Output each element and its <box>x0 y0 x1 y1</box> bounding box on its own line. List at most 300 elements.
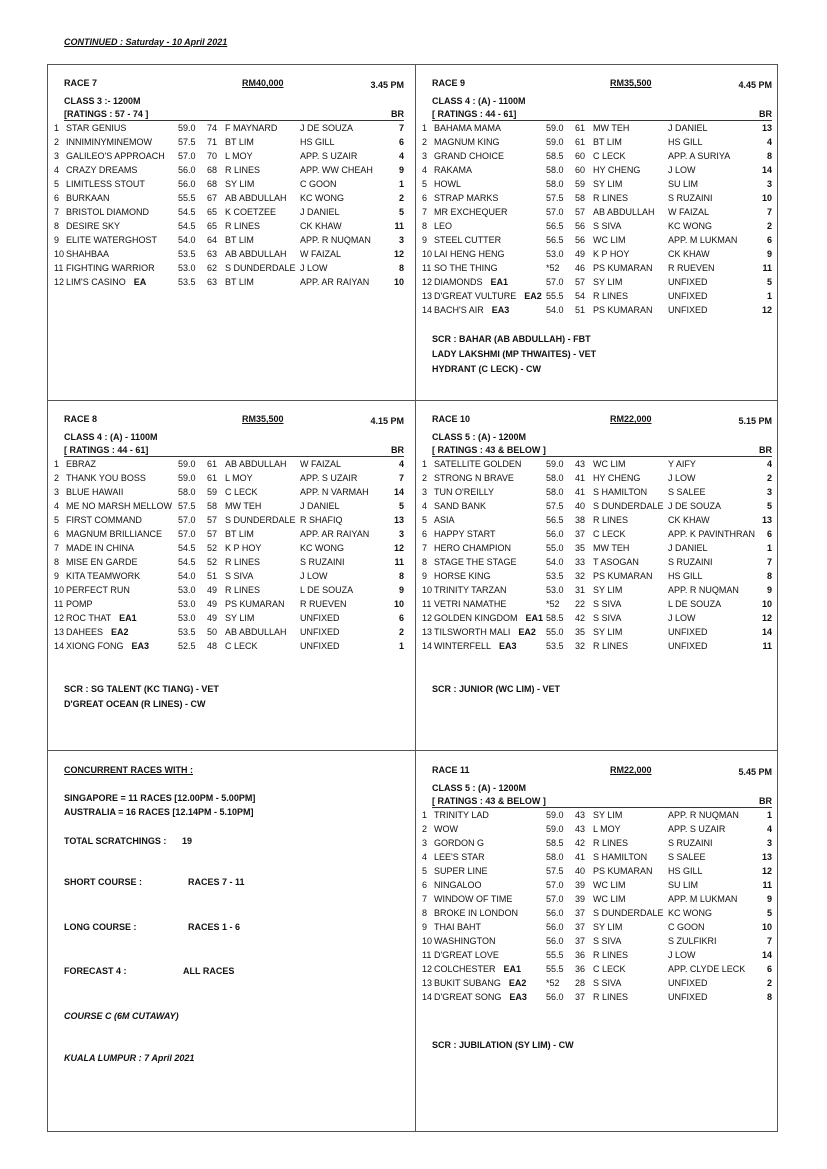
runner-rating: 61 <box>207 473 218 483</box>
runner-rating: 63 <box>207 277 218 287</box>
race-class: CLASS 5 : (A) - 1200M <box>432 783 527 793</box>
scratching-line: HYDRANT (C LECK) - CW <box>432 364 541 374</box>
forecast-label: FORECAST 4 : <box>64 966 127 976</box>
runner-weight: 57.0 <box>546 277 564 287</box>
runner-barrier: 10 <box>761 599 772 609</box>
long-course-value: RACES 1 - 6 <box>188 922 241 932</box>
race-ratings: [ RATINGS : 44 - 61] <box>432 109 517 119</box>
runner-rating: 61 <box>207 459 218 469</box>
race-class: CLASS 5 : (A) - 1200M <box>432 432 527 442</box>
runner-weight: 53.0 <box>178 585 196 595</box>
runner-barrier: 5 <box>766 501 772 511</box>
runner-name <box>66 163 137 177</box>
runner-barrier: 4 <box>766 824 772 834</box>
runner-name <box>434 808 489 822</box>
runner-rating: 59 <box>575 179 586 189</box>
runner-weight: *52 <box>546 978 560 988</box>
runner-jockey: HS GILL <box>668 137 703 147</box>
runner-trainer: F MAYNARD <box>225 123 278 133</box>
runner-name-text: FIRST COMMAND <box>66 515 142 525</box>
runner-rating: 28 <box>575 978 586 988</box>
runner-barrier: 4 <box>766 137 772 147</box>
runner-name <box>66 135 152 149</box>
runner-name-text: LEO <box>434 221 453 231</box>
runner-trainer: AB ABDULLAH <box>225 627 287 637</box>
runner-weight: 58.5 <box>546 151 564 161</box>
runner-name <box>66 583 130 597</box>
runner-row <box>418 850 778 864</box>
runner-rating: 57 <box>207 515 218 525</box>
runner-number: 7 <box>422 894 428 904</box>
runner-rating: 59 <box>207 487 218 497</box>
runner-number: 12 <box>54 277 65 287</box>
runner-row <box>418 948 778 962</box>
scratching-line: SCR : SG TALENT (KC TIANG) - VET <box>64 684 219 694</box>
runner-number: 5 <box>422 515 428 525</box>
runner-name <box>434 499 486 513</box>
runner-name-text: ELITE WATERGHOST <box>66 235 158 245</box>
runner-row <box>50 527 410 541</box>
runner-trainer: BT LIM <box>593 137 622 147</box>
barrier-header: BR <box>759 796 772 806</box>
runner-trainer: AB ABDULLAH <box>225 193 287 203</box>
runner-number: 10 <box>54 249 65 259</box>
scratching-line: SCR : BAHAR (AB ABDULLAH) - FBT <box>432 334 591 344</box>
runner-number: 1 <box>422 810 428 820</box>
runner-rating: 33 <box>575 557 586 567</box>
runner-row <box>50 121 410 135</box>
runner-trainer: R LINES <box>225 585 261 595</box>
runner-rating: 32 <box>575 571 586 581</box>
runner-barrier: 9 <box>398 585 404 595</box>
runner-weight: 58.5 <box>546 613 564 623</box>
runner-name <box>434 191 498 205</box>
runner-number: 1 <box>422 123 428 133</box>
runner-row <box>418 149 778 163</box>
runner-name-text: THANK YOU BOSS <box>66 473 146 483</box>
runner-jockey: APP. N VARMAH <box>300 487 369 497</box>
runner-name-text: HOWL <box>434 179 461 189</box>
runner-name-text: WINDOW OF TIME <box>434 894 513 904</box>
runner-name <box>66 261 155 275</box>
runner-rating: 61 <box>575 123 586 133</box>
runner-tag: EA <box>133 277 147 287</box>
runner-rating: 49 <box>207 599 218 609</box>
runner-jockey: UNFIXED <box>300 641 340 651</box>
race-prize: RM40,000 <box>242 78 284 88</box>
runner-name <box>434 639 517 653</box>
runner-rating: 36 <box>575 964 586 974</box>
runner-name-text: ME NO MARSH MELLOW <box>66 501 173 511</box>
runner-barrier: 10 <box>393 599 404 609</box>
short-course-label: SHORT COURSE : <box>64 877 143 887</box>
runner-barrier: 5 <box>398 501 404 511</box>
runner-jockey: APP. AR RAIYAN <box>300 529 370 539</box>
runner-name <box>434 289 542 303</box>
race-11-panel <box>418 765 778 1004</box>
runner-rating: 71 <box>207 137 218 147</box>
race-7-panel <box>50 78 410 289</box>
runner-jockey: S ZULFIKRI <box>668 936 717 946</box>
runner-jockey: APP. R NUQMAN <box>300 235 371 245</box>
runner-rating: 42 <box>575 613 586 623</box>
runner-jockey: W FAIZAL <box>668 207 710 217</box>
race-time: 4.15 PM <box>370 416 404 426</box>
runner-jockey: UNFIXED <box>668 978 708 988</box>
runner-row <box>418 471 778 485</box>
runner-trainer: R LINES <box>225 221 261 231</box>
runner-rating: 49 <box>207 585 218 595</box>
race-9-panel <box>418 78 778 317</box>
runner-row <box>418 808 778 822</box>
runner-trainer: R LINES <box>225 165 261 175</box>
runner-name-text: COLCHESTER <box>434 964 496 974</box>
runner-rating: 49 <box>575 249 586 259</box>
runner-name-text: BLUE HAWAII <box>66 487 124 497</box>
runner-name <box>434 625 536 639</box>
forecast-value: ALL RACES <box>183 966 235 976</box>
runner-weight: 54.5 <box>178 221 196 231</box>
runner-name-text: BROKE IN LONDON <box>434 908 519 918</box>
race-class: CLASS 3 :- 1200M <box>64 96 141 106</box>
runner-name-text: TUN O'REILLY <box>434 487 495 497</box>
runner-rating: 32 <box>575 641 586 651</box>
runner-number: 4 <box>54 501 60 511</box>
runner-row <box>418 541 778 555</box>
runner-name <box>434 836 484 850</box>
runner-trainer: MW TEH <box>593 123 630 133</box>
runner-jockey: R RUEVEN <box>668 263 715 273</box>
runner-row <box>418 261 778 275</box>
runner-trainer: PS KUMARAN <box>225 599 285 609</box>
runner-list <box>418 808 778 1004</box>
runner-jockey: J DANIEL <box>668 543 708 553</box>
runner-weight: 57.0 <box>178 529 196 539</box>
runner-name <box>434 569 491 583</box>
runner-barrier: 11 <box>394 221 404 231</box>
runner-name-text: BUKIT SUBANG <box>434 978 501 988</box>
scratching-line: SCR : JUNIOR (WC LIM) - VET <box>432 684 560 694</box>
scratching-line: SCR : JUBILATION (SY LIM) - CW <box>432 1040 574 1050</box>
runner-name-text: SUPER LINE <box>434 866 488 876</box>
runner-rating: 37 <box>575 936 586 946</box>
runner-trainer: L MOY <box>593 824 621 834</box>
runner-barrier: 11 <box>762 880 772 890</box>
runner-weight: 53.5 <box>546 641 564 651</box>
race-number: RACE 7 <box>64 78 98 88</box>
runner-weight: 53.0 <box>178 263 196 273</box>
runner-weight: 53.5 <box>178 277 196 287</box>
runner-rating: 62 <box>207 263 218 273</box>
runner-rating: 51 <box>207 571 218 581</box>
runner-tag: EA1 <box>503 964 522 974</box>
runner-row <box>418 303 778 317</box>
runner-rating: 37 <box>575 922 586 932</box>
race-ratings: [RATINGS : 57 - 74 ] <box>64 109 149 119</box>
runner-barrier: 13 <box>761 515 772 525</box>
runner-rating: 31 <box>575 585 586 595</box>
runner-jockey: L DE SOUZA <box>300 585 354 595</box>
runner-name <box>66 569 140 583</box>
runner-trainer: SY LIM <box>225 613 255 623</box>
runner-rating: 46 <box>575 263 586 273</box>
runner-jockey: L DE SOUZA <box>668 599 722 609</box>
runner-name-text: WASHINGTON <box>434 936 496 946</box>
runner-row <box>418 583 778 597</box>
runner-name-text: D'GREAT SONG <box>434 992 502 1002</box>
runner-number: 7 <box>54 543 60 553</box>
runner-name <box>66 191 110 205</box>
runner-jockey: UNFIXED <box>668 277 708 287</box>
runner-barrier: 1 <box>766 543 772 553</box>
runner-row <box>418 920 778 934</box>
runner-number: 2 <box>54 473 60 483</box>
runner-jockey: UNFIXED <box>668 305 708 315</box>
runner-name <box>66 485 123 499</box>
runner-row <box>418 121 778 135</box>
runner-weight: 55.5 <box>178 193 196 203</box>
runner-weight: 59.0 <box>546 824 564 834</box>
runner-rating: 39 <box>575 880 586 890</box>
runner-name-text: WINTERFELL <box>434 641 492 651</box>
runner-number: 14 <box>422 641 433 651</box>
runner-weight: 59.0 <box>178 123 196 133</box>
runner-list <box>50 121 410 289</box>
runner-row <box>418 934 778 948</box>
runner-number: 6 <box>422 193 428 203</box>
race-ratings: [ RATINGS : 44 - 61] <box>64 445 149 455</box>
runner-name <box>434 990 527 1004</box>
runner-row <box>50 177 410 191</box>
runner-rating: 50 <box>207 627 218 637</box>
runner-name-text: GRAND CHOICE <box>434 151 505 161</box>
runner-rating: 65 <box>207 207 218 217</box>
runner-number: 13 <box>422 978 433 988</box>
runner-name-text: LIM'S CASINO <box>66 277 126 287</box>
runner-weight: 53.5 <box>178 627 196 637</box>
runner-jockey: UNFIXED <box>668 291 708 301</box>
runner-name <box>434 878 482 892</box>
runner-trainer: C LECK <box>225 641 258 651</box>
runner-name <box>66 555 138 569</box>
runner-number: 9 <box>422 571 428 581</box>
runner-jockey: J DANIEL <box>668 123 708 133</box>
runner-jockey: SU LIM <box>668 179 699 189</box>
runner-row <box>418 836 778 850</box>
runner-tag: EA3 <box>131 641 150 651</box>
runner-number: 12 <box>422 277 433 287</box>
runner-name-text: STAR GENIUS <box>66 123 127 133</box>
runner-trainer: C LECK <box>593 964 626 974</box>
runner-weight: 56.5 <box>546 221 564 231</box>
race-10-panel <box>418 414 778 653</box>
runner-trainer: C LECK <box>593 529 626 539</box>
runner-number: 8 <box>54 557 60 567</box>
runner-name <box>434 121 501 135</box>
runner-tag: EA3 <box>499 641 517 651</box>
runner-weight: 54.0 <box>546 557 564 567</box>
runner-number: 4 <box>422 165 428 175</box>
runner-name <box>434 976 526 990</box>
runner-rating: 37 <box>575 992 586 1002</box>
runner-trainer: C LECK <box>225 487 258 497</box>
runner-weight: 57.0 <box>178 151 196 161</box>
runner-name-text: MAGNUM KING <box>434 137 500 147</box>
runner-name-text: ROC THAT <box>66 613 112 623</box>
runner-barrier: 2 <box>766 221 772 231</box>
runner-jockey: J LOW <box>668 165 696 175</box>
runner-list <box>418 121 778 317</box>
runner-weight: 55.5 <box>546 950 564 960</box>
runner-name <box>434 233 501 247</box>
runner-rating: 56 <box>575 221 586 231</box>
runner-name <box>66 233 157 247</box>
runner-rating: 54 <box>575 291 586 301</box>
runner-name-text: STRAP MARKS <box>434 193 499 203</box>
runner-row <box>418 513 778 527</box>
total-scratchings-value: 19 <box>182 836 193 846</box>
runner-barrier: 7 <box>398 473 404 483</box>
runner-jockey: APP. A SURIYA <box>668 151 731 161</box>
page-title: CONTINUED : Saturday - 10 April 2021 <box>64 37 228 47</box>
runner-barrier: 3 <box>398 529 404 539</box>
runner-jockey: C GOON <box>668 922 705 932</box>
runner-barrier: 10 <box>393 277 404 287</box>
runner-name <box>66 541 134 555</box>
runner-name-text: D'GREAT VULTURE <box>434 291 517 301</box>
race-ratings: [ RATINGS : 43 & BELOW ] <box>432 445 546 455</box>
runner-row <box>418 289 778 303</box>
runner-trainer: SY LIM <box>593 277 623 287</box>
runner-barrier: 8 <box>398 571 404 581</box>
runner-number: 7 <box>54 207 60 217</box>
runner-name <box>434 163 472 177</box>
runner-name-text: DAHEES <box>66 627 104 637</box>
runner-name-text: PERFECT RUN <box>66 585 130 595</box>
runner-jockey: S RUZAINI <box>668 838 713 848</box>
runner-name-text: SHAHBAA <box>66 249 110 259</box>
runner-row <box>418 233 778 247</box>
runner-trainer: BT LIM <box>225 235 254 245</box>
runner-jockey: J LOW <box>300 263 328 273</box>
runner-weight: 59.0 <box>546 810 564 820</box>
runner-weight: 59.0 <box>546 459 564 469</box>
runner-rating: 64 <box>207 235 218 245</box>
runner-jockey: SU LIM <box>668 880 699 890</box>
runner-rating: 43 <box>575 810 586 820</box>
runner-weight: 57.5 <box>178 501 196 511</box>
runner-weight: 57.0 <box>546 880 564 890</box>
runner-barrier: 6 <box>766 529 772 539</box>
runner-trainer: SY LIM <box>593 810 623 820</box>
runner-jockey: J LOW <box>668 613 696 623</box>
runner-rating: 22 <box>575 599 586 609</box>
runner-jockey: APP. AR RAIYAN <box>300 277 370 287</box>
runner-barrier: 12 <box>761 613 772 623</box>
runner-rating: 48 <box>207 641 218 651</box>
runner-name-text: SAND BANK <box>434 501 487 511</box>
runner-weight: 58.0 <box>546 852 564 862</box>
runner-rating: 65 <box>207 221 218 231</box>
runner-barrier: 1 <box>398 641 404 651</box>
runner-trainer: R LINES <box>593 291 629 301</box>
runner-barrier: 11 <box>762 641 772 651</box>
runner-trainer: S DUNDERDALE <box>225 515 296 525</box>
runner-number: 14 <box>54 641 65 651</box>
total-scratchings-label: TOTAL SCRATCHINGS : <box>64 836 167 846</box>
runner-rating: 57 <box>207 529 218 539</box>
runner-number: 14 <box>422 992 433 1002</box>
runner-number: 14 <box>422 305 433 315</box>
runner-jockey: HS GILL <box>668 866 703 876</box>
runner-name <box>434 906 518 920</box>
race-class: CLASS 4 : (A) - 1100M <box>432 96 526 106</box>
runner-trainer: MW TEH <box>225 501 262 511</box>
runner-row <box>418 892 778 906</box>
runner-name-text: POMP <box>66 599 93 609</box>
runner-name <box>434 303 509 317</box>
runner-trainer: L MOY <box>225 151 253 161</box>
runner-trainer: K COETZEE <box>225 207 277 217</box>
runner-row <box>50 485 410 499</box>
runner-barrier: 9 <box>766 585 772 595</box>
runner-weight: 54.0 <box>178 235 196 245</box>
runner-barrier: 8 <box>766 992 772 1002</box>
runner-name <box>66 275 146 289</box>
runner-jockey: S SALEE <box>668 487 706 497</box>
runner-weight: 53.0 <box>546 249 564 259</box>
runner-row <box>418 163 778 177</box>
race-prize: RM22,000 <box>610 414 652 424</box>
runner-row <box>418 625 778 639</box>
runner-weight: 58.0 <box>546 487 564 497</box>
runner-number: 5 <box>54 179 60 189</box>
runner-weight: 57.5 <box>546 866 564 876</box>
runner-jockey: W FAIZAL <box>300 459 342 469</box>
runner-name-text: MADE IN CHINA <box>66 543 135 553</box>
runner-number: 8 <box>54 221 60 231</box>
runner-rating: 43 <box>575 459 586 469</box>
runner-name <box>434 275 508 289</box>
runner-number: 7 <box>422 207 428 217</box>
runner-number: 13 <box>422 291 433 301</box>
runner-trainer: T ASOGAN <box>593 557 639 567</box>
runner-name <box>434 485 494 499</box>
runner-name <box>66 639 149 653</box>
runner-row <box>418 569 778 583</box>
runner-name <box>434 892 512 906</box>
runner-name <box>434 864 488 878</box>
meeting-info <box>64 765 404 1105</box>
course-note: COURSE C (6M CUTAWAY) <box>64 1011 179 1021</box>
place-date: KUALA LUMPUR : 7 April 2021 <box>64 1053 195 1063</box>
runner-weight: 56.5 <box>546 235 564 245</box>
runner-weight: 54.5 <box>178 543 196 553</box>
runner-number: 11 <box>422 950 432 960</box>
runner-name-text: WOW <box>434 824 458 834</box>
runner-name-text: GOLDEN KINGDOM <box>434 613 518 623</box>
runner-barrier: 7 <box>766 936 772 946</box>
scratching-line: D'GREAT OCEAN (R LINES) - CW <box>64 699 206 709</box>
runner-name-text: STRONG N BRAVE <box>434 473 514 483</box>
runner-barrier: 2 <box>398 193 404 203</box>
runner-name <box>434 247 505 261</box>
runner-trainer: SY LIM <box>593 922 623 932</box>
runner-name-text: VETRI NAMATHE <box>434 599 507 609</box>
runner-trainer: MW TEH <box>593 543 630 553</box>
runner-row <box>50 149 410 163</box>
runner-jockey: APP. CLYDE LECK <box>668 964 746 974</box>
